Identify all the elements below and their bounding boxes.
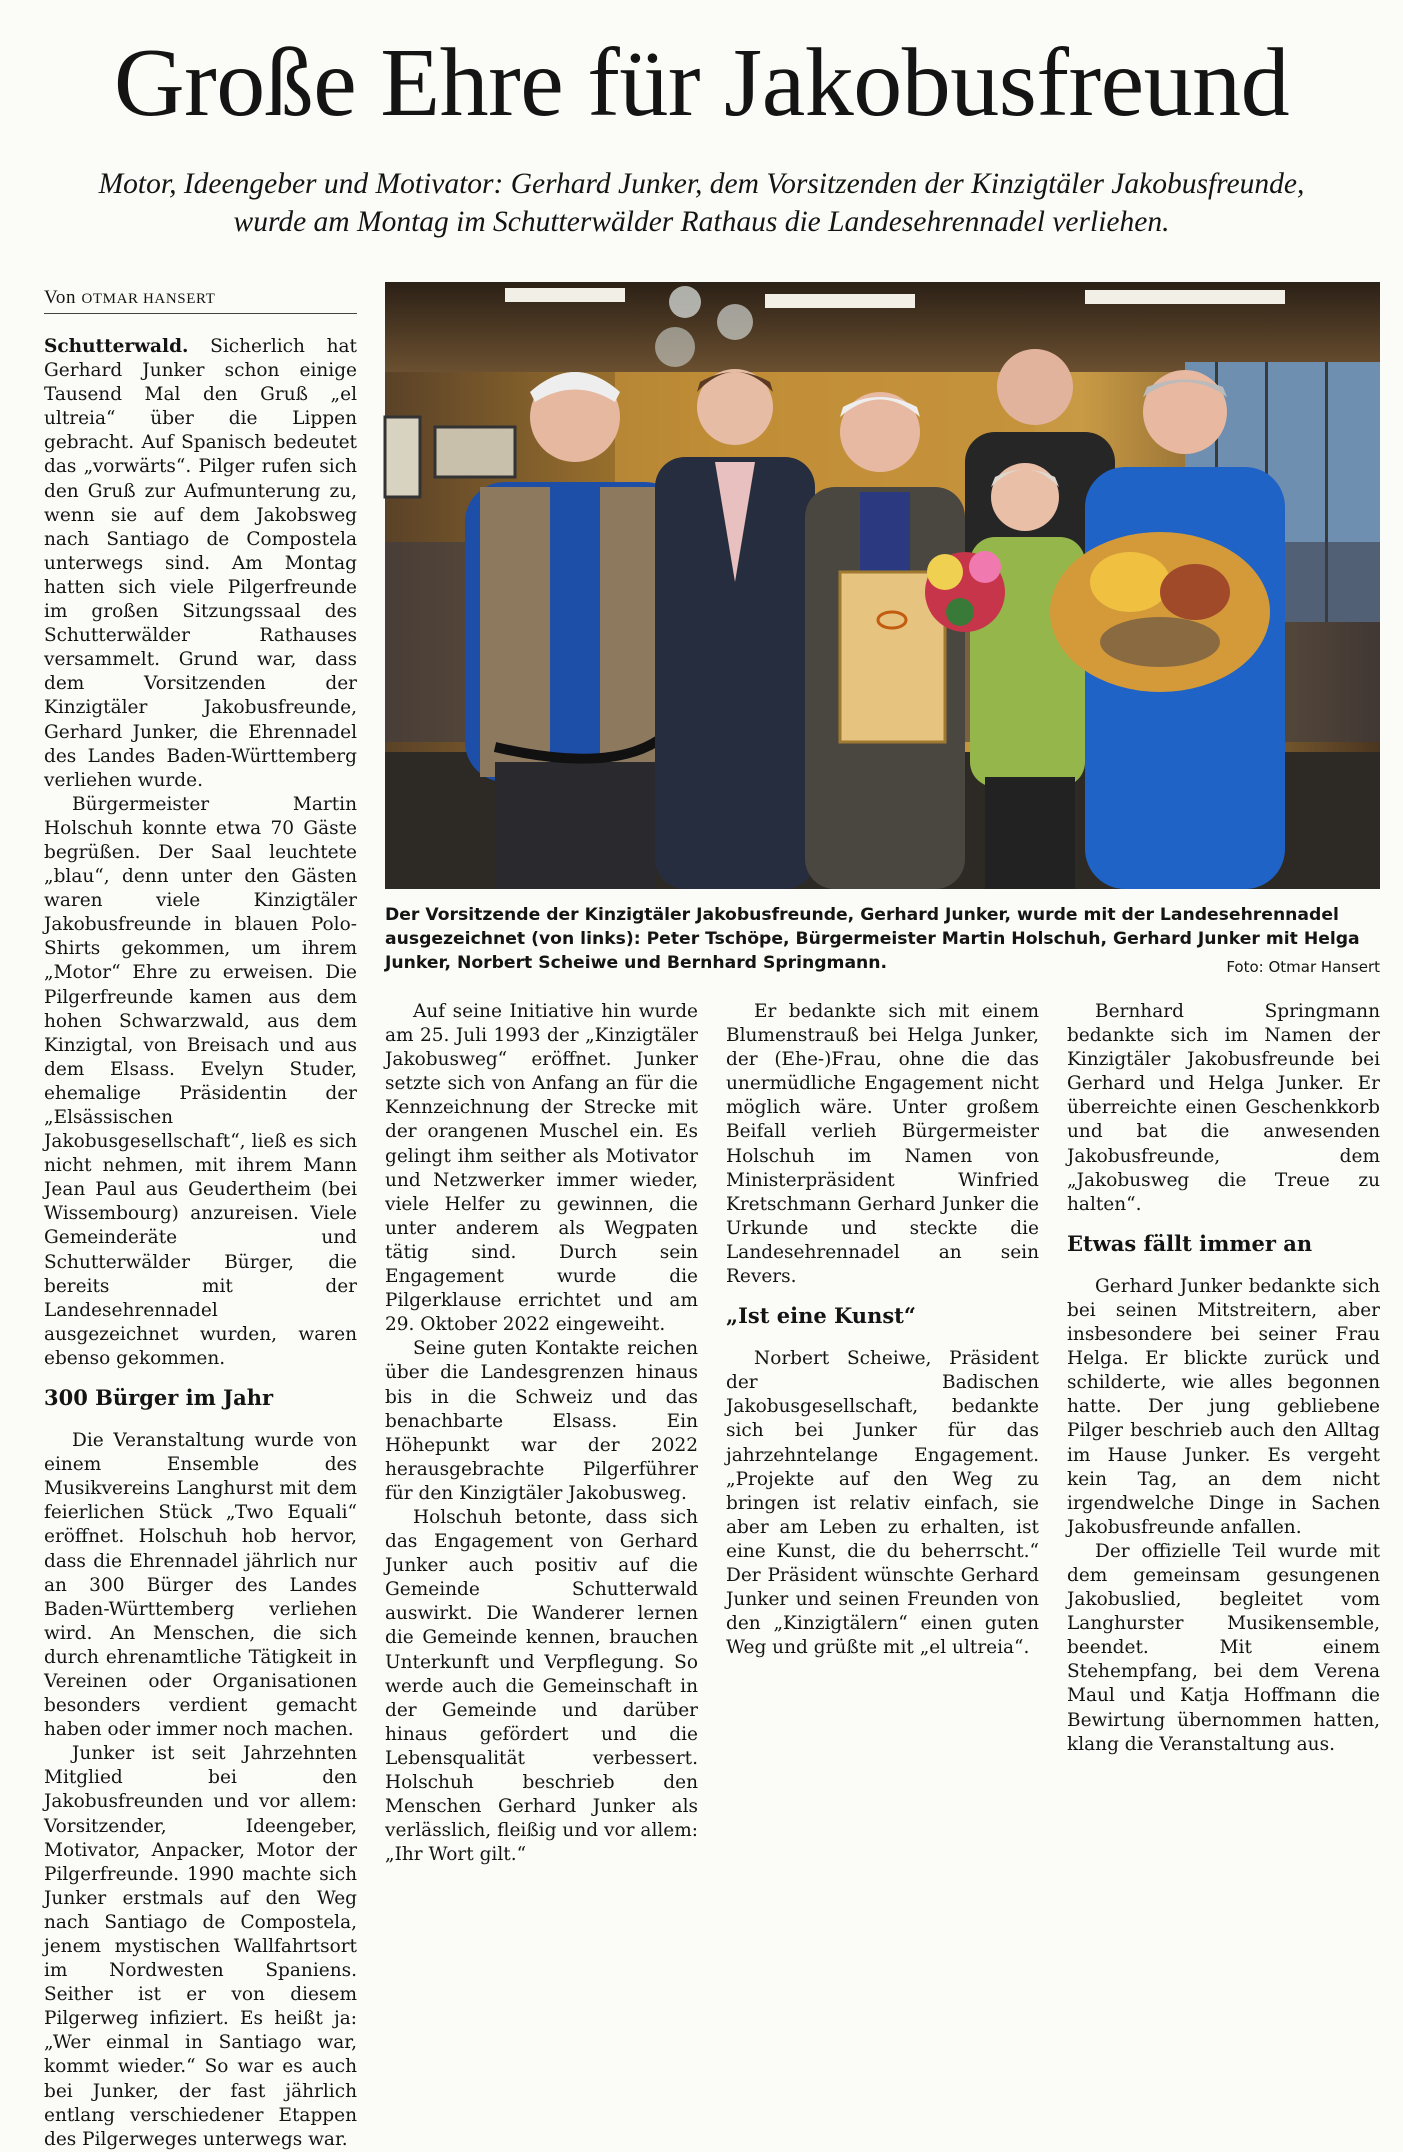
paragraph-11: Gerhard Junker bedankte sich bei seinen Mitstreitern, aber insbesondere bei seiner Frau Helga. Er blickte zurück und schilderte, wie alles begonnen hatte. Der jung gebliebene Pilger beschrieb auch den Alltag im Hause Junker. Es vergeht kein Tag, an dem nicht irgendwelche Dinge in Sachen Jakobusfreunde anfallen. [1067,1275,1380,1538]
paragraph-2: Bürgermeister Martin Holschuh konnte etwa 70 Gäste begrüßen. Der Saal leuchtete „blau“, denn unter den Gästen waren viele Kinzigtäler Jakobusfreunde in blauen Polo-Shirts gekommen, um ihrem „Motor“ Ehre zu erweisen. Die Pilgerfreunde kamen aus dem hohen Schwarzwald, aus dem Kinzigtal, von Breisach und aus dem Elsass. Evelyn Studer, ehemalige Präsidentin der „Elsässischen Jakobusgesellschaft“, ließ es sich nicht nehmen, mit ihrem Mann Jean Paul aus Geudertheim (bei Wissembourg) anzureisen. Viele Gemeinderäte und Schutterwälder Bürger, die bereits mit der Landesehrennadel ausgezeichnet wurden, waren ebenso gekommen. [44,793,357,1369]
subhead-300-buerger: 300 Bürger im Jahr [44,1385,274,1411]
paragraph-1 [44,335,357,793]
subheadline: Motor, Ideengeber und Motivator: Gerhard Junker, dem Vorsitzenden der Kinzigtäler Jakobusfreunde, wurde am Montag im Schutterwälder Rathaus die Landesehrennadel verliehen. [98,168,1305,238]
headline: Große Ehre für Jakobusfreund [113,29,1290,137]
photo-illustration [385,282,1380,889]
dateline: Schutterwald. [44,336,189,357]
subhead-ist-eine-kunst: „Ist eine Kunst“ [726,1303,916,1329]
paragraph-9: Norbert Scheiwe, Präsident der Badischen Jakobusgesellschaft, bedankte sich bei Junker für das jahrzehntelange Engagement. „Projekte auf den Weg zu bringen ist relativ einfach, sie aber am Leben zu erhalten, ist eine Kunst, die du beherrscht.“ Der Präsident wünschte Gerhard Junker und seinen Freunden von den „Kinzigtälern“ einen guten Weg und grüßte mit „el ultreia“. [726,1348,1039,1659]
paragraph-8: Er bedankte sich mit einem Blumenstrauß bei Helga Junker, der (Ehe-)Frau, ohne die das unermüdliche Engagement nicht möglich wäre. Unter großem Beifall verlieh Bürgermeister Holschuh im Namen von Ministerpräsident Winfried Kretschmann Gerhard Junker die Urkunde und steckte die Landesehrennadel an sein Revers. [726,1001,1039,1288]
article-column-2 [385,1000,698,1880]
article-photo [385,282,1380,889]
article-column-1 [44,335,357,2150]
paragraph-4: Junker ist seit Jahrzehnten Mitglied bei den Jakobusfreunden und vor allem: Vorsitzender, Ideengeber, Motivator, Anpacker, Motor der Pilgerfreunde. 1990 machte sich Junker erstmals auf den Weg nach Santiago de Compostela, jenem mystischen Wallfahrtsort im Nordwesten Spaniens. Seither ist er von diesem Pilgerweg infiziert. Es heißt ja: „Wer einmal in Santiago war, kommt wieder.“ So war es auch bei Junker, der fast jährlich entlang verschiedener Etappen des Pilgerweges unterwegs war. [44,1743,357,2150]
byline-prefix: Von [44,287,77,308]
paragraph-3: Die Veranstaltung wurde von einem Ensemble des Musikvereins Langhurst mit dem feierlichen Stück „Two Equali“ eröffnet. Holschuh hob hervor, dass die Ehrennadel jährlich nur an 300 Bürger des Landes Baden-Württemberg verliehen wird. An Menschen, die sich durch ehrenamtliche Tätigkeit in Vereinen oder Organisationen besonders verdient gemacht haben oder immer noch machen. [44,1430,357,1741]
article-column-4 [1067,1000,1380,1880]
paragraph-12: Der offizielle Teil wurde mit dem gemeinsam gesungenen Jakobuslied, begleitet vom Langhurster Musikensemble, beendet. Mit einem Stehempfang, bei dem Verena Maul und Katja Hoffmann die Bewirtung übernommen hatten, klang die Veranstaltung aus. [1067,1540,1380,1755]
paragraph-6: Seine guten Kontakte reichen über die Landesgrenzen hinaus bis in die Schweiz und das benachbarte Elsass. Ein Höhepunkt war der 2022 herausgebrachte Pilgerführer für den Kinzigtäler Jakobusweg. [385,1338,698,1504]
byline-author: OTMAR HANSERT [81,291,216,307]
paragraph-5: Auf seine Initiative hin wurde am 25. Juli 1993 der „Kinzigtäler Jakobusweg“ eröffnet. Junker setzte sich von Anfang an für die Kennzeichnung der Strecke mit der orangenen Muschel ein. Es gelingt ihm seither als Motivator und Netzwerker immer wieder, viele Helfer zu gewinnen, die unter anderem als Wegpaten tätig sind. Durch sein Engagement wurde die Pilgerklause errichtet und am 29. Oktober 2022 eingeweiht. [385,1001,698,1336]
photo-credit: Foto: Otmar Hansert [1226,958,1380,976]
byline [44,287,357,314]
article-column-3 [726,1000,1039,1880]
paragraph-10: Bernhard Springmann bedankte sich im Namen der Kinzigtäler Jakobusfreunde bei Gerhard und Helga Junker. Er überreichte einen Geschenkkorb und bat die anwesenden Jakobusfreunde, dem „Jakobusweg die Treue zu halten“. [1067,1001,1380,1215]
paragraph-1-text: Sicherlich hat Gerhard Junker schon einige Tausend Mal den Gruß „el ultreia“ über die Lippen gebracht. Auf Spanisch bedeutet das „vorwärts“. Pilger rufen sich den Gruß zur Aufmunterung zu, wenn sie auf dem Jakobsweg nach Santiago de Compostela unterwegs sind. Am Montag hatten sich viele Pilgerfreunde im großen Sitzungssaal des Schutterwälder Rathauses versammelt. Grund war, dass dem Vorsitzenden der Kinzigtäler Jakobusfreunde, Gerhard Junker, die Ehrennadel des Landes Baden-Württemberg verliehen wurde. [44,336,357,791]
paragraph-7: Holschuh betonte, dass sich das Engagement von Gerhard Junker auch positiv auf die Gemeinde Schutterwald auswirkt. Die Wanderer lernen die Gemeinde kennen, brauchen Unterkunft und Verpflegung. So werde auch die Gemeinschaft in der Gemeinde und darüber hinaus gefördert und die Lebensqualität verbessert. Holschuh beschrieb den Menschen Gerhard Junker als verlässlich, fleißig und vor allem: „Ihr Wort gilt.“ [385,1506,698,1866]
photo-caption: Der Vorsitzende der Kinzigtäler Jakobusfreunde, Gerhard Junker, wurde mit der Landesehrennadel ausgezeichnet (von links): Peter Tschöpe, Bürgermeister Martin Holschuh, Gerhard Junker mit Helga Junker, Norbert Scheiwe und Bernhard Springmann. [385,905,1360,973]
subhead-etwas-faellt-immer-an: Etwas fällt immer an [1067,1230,1313,1256]
